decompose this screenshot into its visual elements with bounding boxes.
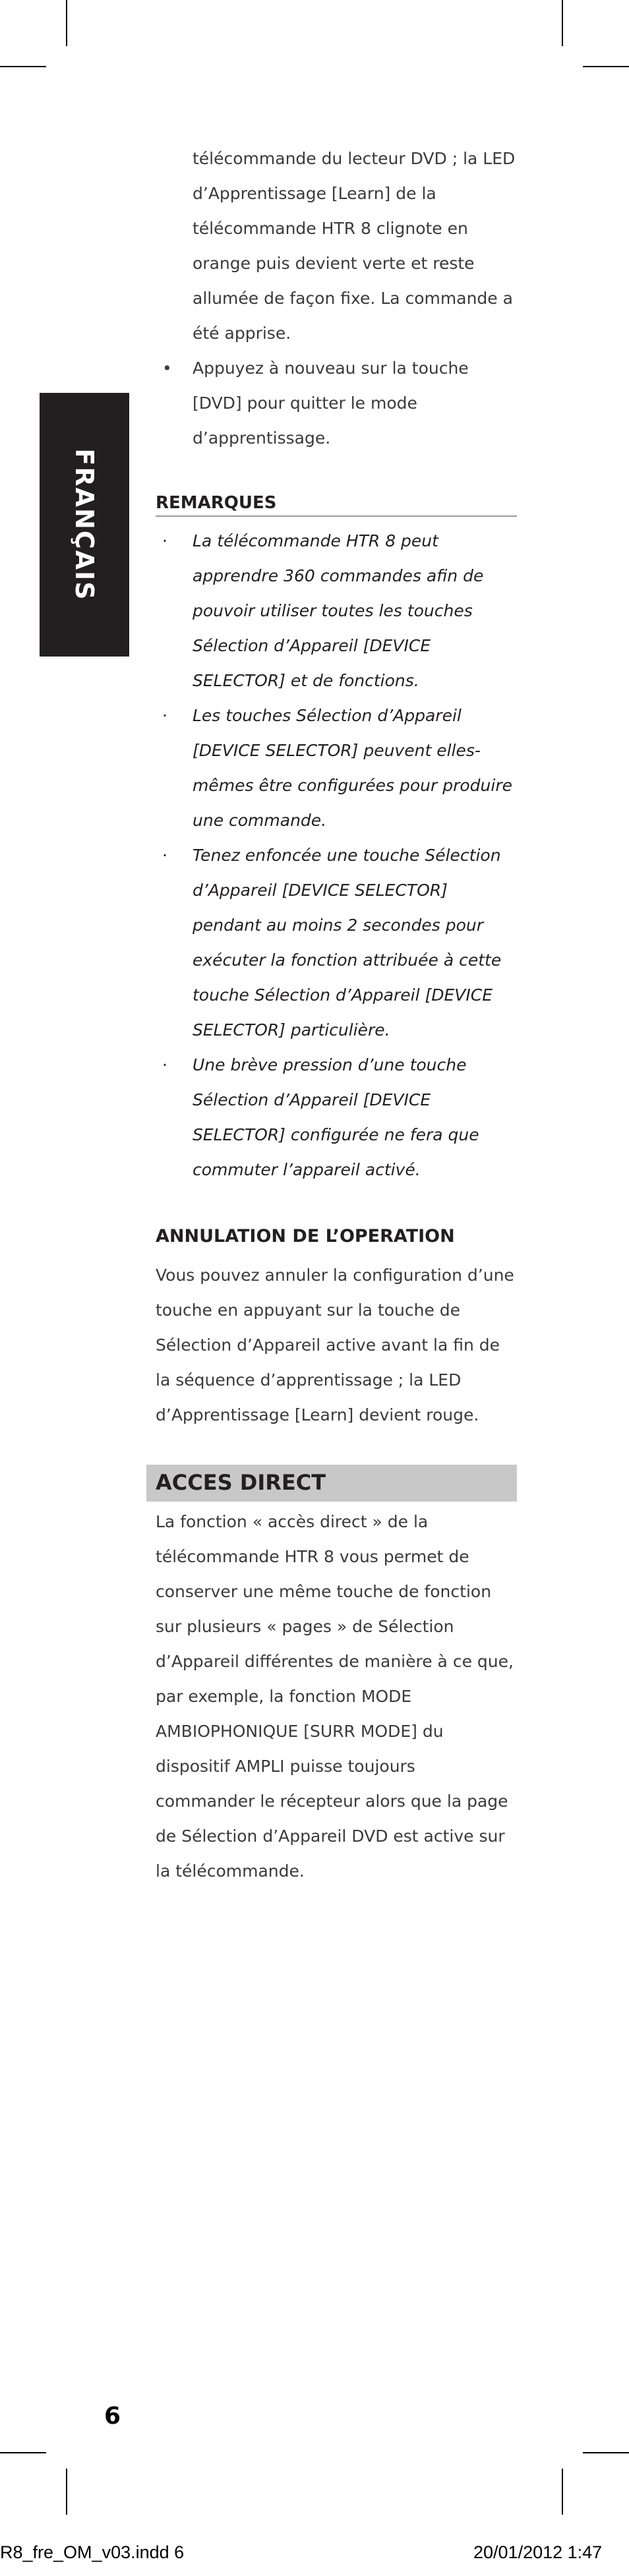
annulation-section bbox=[156, 1258, 517, 1432]
list-item-text: Une brève pression d’une touche Sélection d’Appareil [DEVICE SELECTOR] configurée ne fera que commuter l’appareil activé. bbox=[193, 1055, 479, 1179]
list-item bbox=[156, 698, 517, 838]
list-item bbox=[156, 351, 517, 455]
crop-mark bbox=[66, 2469, 67, 2515]
list-item-text: Les touches Sélection d’Appareil [DEVICE SELECTOR] peuvent elles-mêmes être configurées pour produire une commande. bbox=[193, 706, 512, 830]
bullet-mark: · bbox=[162, 531, 167, 550]
list-item-text: Tenez enfoncée une touche Sélection d’Appareil [DEVICE SELECTOR] pendant au moins 2 secondes pour exécuter la fonction attribuée à cette touche Sélection d’Appareil [DEVICE SELECTOR] particulière. bbox=[193, 846, 502, 1039]
acces-direct-heading: ACCES DIRECT bbox=[156, 1470, 326, 1495]
annulation-heading: ANNULATION DE L’OPERATION bbox=[156, 1226, 455, 1246]
language-tab bbox=[40, 393, 129, 657]
list-item bbox=[156, 838, 517, 1047]
list-item-text: Appuyez à nouveau sur la touche [DVD] pour quitter le mode d’apprentissage. bbox=[193, 359, 469, 448]
bullet-mark: • bbox=[162, 359, 172, 378]
list-item-text: La télécommande HTR 8 peut apprendre 360 commandes afin de pouvoir utiliser toutes les touches Sélection d’Appareil [DEVICE SELECTOR] et de fonctions. bbox=[193, 531, 484, 690]
bullet-mark: · bbox=[162, 706, 167, 725]
bullet-mark: · bbox=[162, 846, 167, 865]
slug-filename: R8_fre_OM_v03.indd 6 bbox=[0, 2542, 185, 2562]
slug-date: 20/01/2012 1:47 bbox=[473, 2542, 603, 2562]
crop-mark bbox=[583, 2452, 629, 2453]
crop-mark bbox=[0, 2452, 46, 2453]
acces-direct-heading-bar bbox=[146, 1465, 517, 1502]
continuation-paragraph: télécommande du lecteur DVD ; la LED d’Apprentissage [Learn] de la télécommande HTR 8 clignote en orange puis devient verte et reste allumée de façon fixe. La commande a été apprise. bbox=[193, 149, 516, 343]
list-item bbox=[156, 523, 517, 698]
annulation-paragraph: Vous pouvez annuler la configuration d’une touche en appuyant sur la touche de Sélection d’Appareil active avant la fin de la séquence d’apprentissage ; la LED d’Apprentissage [Learn] devient rouge. bbox=[156, 1266, 514, 1424]
remarques-list bbox=[156, 523, 517, 1187]
page-number: 6 bbox=[104, 2403, 121, 2430]
crop-mark bbox=[66, 0, 67, 46]
intro-section bbox=[156, 141, 517, 455]
bullet-mark: · bbox=[162, 1055, 167, 1074]
acces-direct-paragraph: La fonction « accès direct » de la télécommande HTR 8 vous permet de conserver une même touche de fonction sur plusieurs « pages » de Sélection d’Appareil différentes de manière à ce que, par exemple, la fonction MODE AMBIOPHONIQUE [SURR MODE] du dispositif AMPLI puisse toujours commander le récepteur alors que la page de Sélection d’Appareil DVD est active sur la télécommande. bbox=[156, 1512, 514, 1881]
acces-direct-section bbox=[156, 1504, 517, 1888]
crop-mark bbox=[0, 66, 46, 67]
remarques-heading: REMARQUES bbox=[156, 493, 517, 517]
crop-mark bbox=[562, 0, 563, 46]
crop-mark bbox=[562, 2469, 563, 2515]
list-item bbox=[156, 1047, 517, 1187]
language-tab-label: FRANÇAIS bbox=[70, 448, 99, 601]
crop-mark bbox=[583, 66, 629, 67]
